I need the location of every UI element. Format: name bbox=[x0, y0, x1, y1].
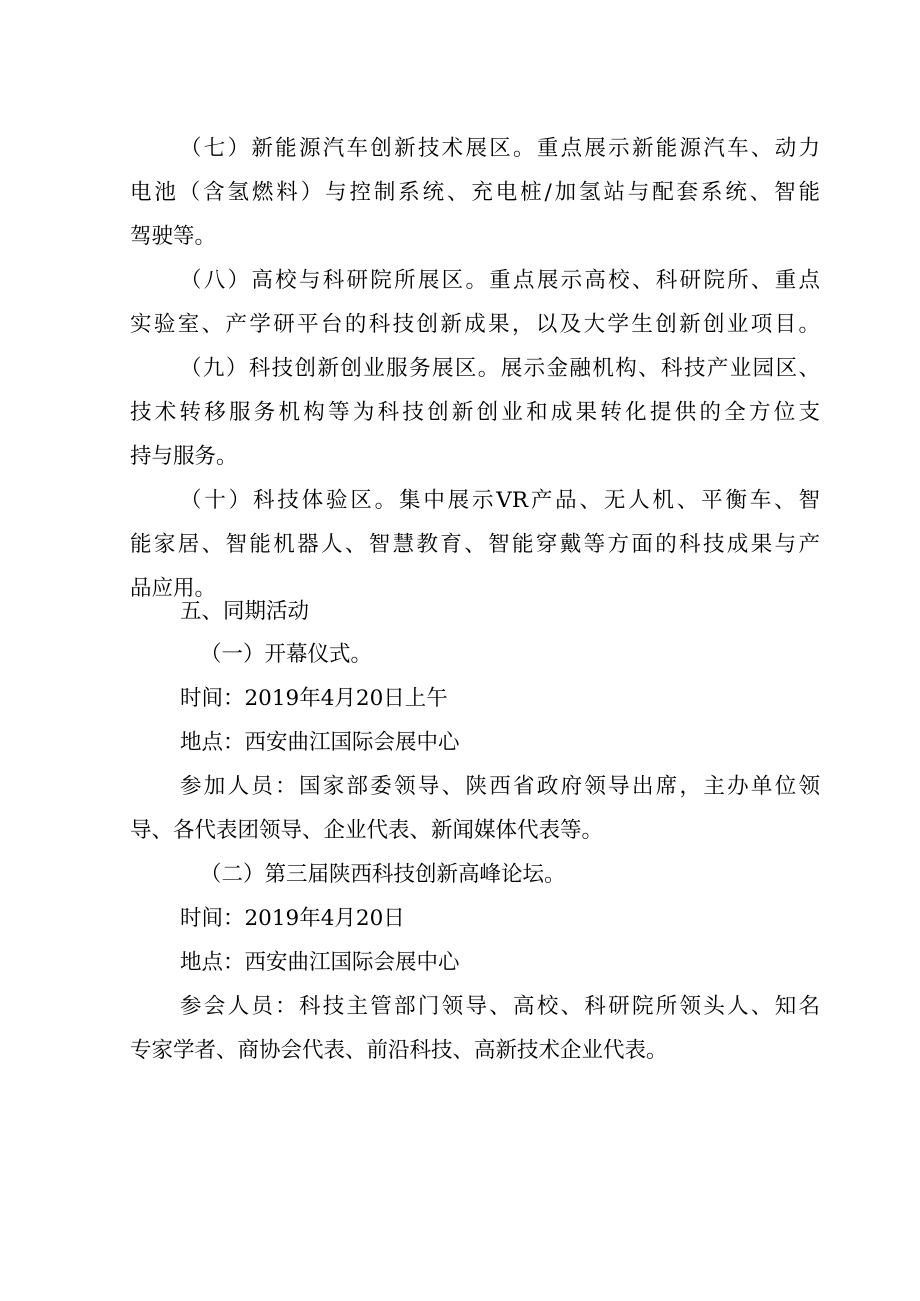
subsection-title: （二）第三届陕西科技创新高峰论坛。 bbox=[200, 862, 566, 887]
paragraph-line: 技术转移服务机构等为科技创新创业和成果转化提供的全方位支 bbox=[130, 400, 820, 425]
paragraph-line: （七）新能源汽车创新技术展区。重点展示新能源汽车、动力 bbox=[180, 136, 820, 161]
event-attendees-line: 参会人员：科技主管部门领导、高校、科研院所领头人、知名 bbox=[180, 994, 820, 1019]
event-place: 地点：西安曲江国际会展中心 bbox=[180, 950, 460, 975]
event-attendees-line: 参加人员：国家部委领导、陕西省政府领导出席，主办单位领 bbox=[180, 774, 820, 799]
event-attendees-line: 导、各代表团领导、企业代表、新闻媒体代表等。 bbox=[130, 818, 604, 843]
paragraph-line: （九）科技创新创业服务展区。展示金融机构、科技产业园区、 bbox=[180, 356, 820, 381]
subsection-title: （一）开幕仪式。 bbox=[200, 642, 373, 667]
paragraph-line: 能家居、智能机器人、智慧教育、智能穿戴等方面的科技成果与产 bbox=[130, 532, 820, 557]
paragraph-line: （十）科技体验区。集中展示VR产品、无人机、平衡车、智 bbox=[180, 488, 820, 513]
event-time: 时间：2019年4月20日上午 bbox=[180, 686, 448, 711]
event-attendees-line: 专家学者、商协会代表、前沿科技、高新技术企业代表。 bbox=[130, 1038, 668, 1063]
event-place: 地点：西安曲江国际会展中心 bbox=[180, 730, 460, 755]
paragraph-line: （八）高校与科研院所展区。重点展示高校、科研院所、重点 bbox=[180, 268, 820, 293]
paragraph-line: 实验室、产学研平台的科技创新成果，以及大学生创新创业项目。 bbox=[130, 312, 820, 337]
event-time: 时间：2019年4月20日 bbox=[180, 906, 405, 931]
paragraph-line: 品应用。 bbox=[130, 576, 217, 601]
paragraph-line: 驾驶等。 bbox=[130, 224, 217, 249]
section-heading: 五、同期活动 bbox=[180, 599, 310, 624]
paragraph-line: 持与服务。 bbox=[130, 444, 238, 469]
paragraph-line: 电池（含氢燃料）与控制系统、充电桩/加氢站与配套系统、智能 bbox=[130, 180, 820, 205]
